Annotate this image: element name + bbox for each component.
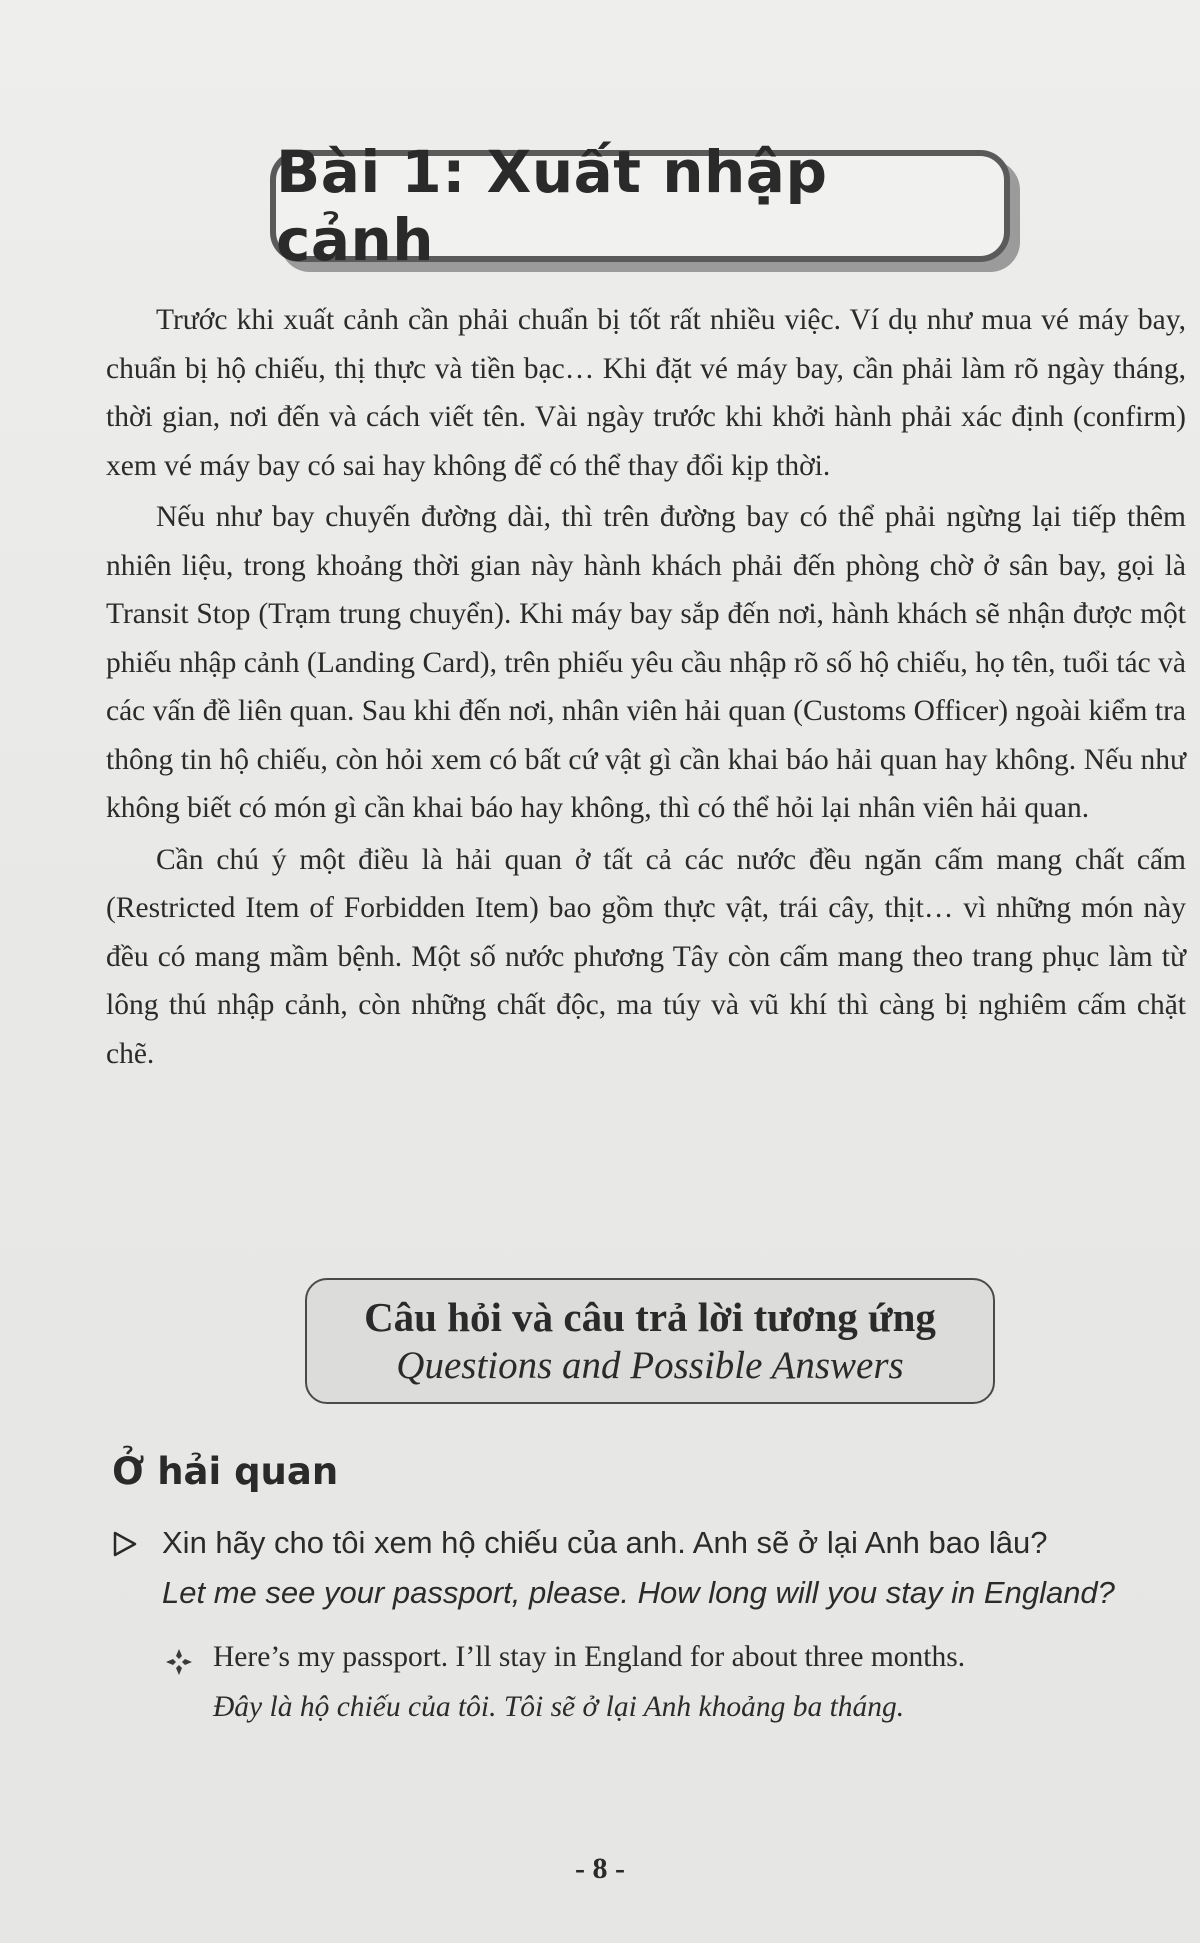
paragraph-1: Trước khi xuất cảnh cần phải chuẩn bị tốt rất nhiều việc. Ví dụ như mua vé máy bay, chuẩn bị hộ chiếu, thị thực và tiền bạc… Khi đặt vé máy bay, cần phải làm rõ ngày tháng, thời gian, nơi đến và cách viết tên. Vài ngày trước khi khởi hành phải xác định (confirm) xem vé máy bay có sai hay không để có thể thay đổi kịp thời.	[106, 304, 1186, 482]
paragraph-2: Nếu như bay chuyến đường dài, thì trên đường bay có thể phải ngừng lại tiếp thêm nhiên liệu, trong khoảng thời gian này hành khách phải đến phòng chờ ở sân bay, gọi là Transit Stop (Trạm trung chuyển). Khi máy bay sắp đến nơi, hành khách sẽ nhận được một phiếu nhập cảnh (Landing Card), trên phiếu yêu cầu nhập rõ số hộ chiếu, họ tên, tuổi tác và các vấn đề liên quan. Sau khi đến nơi, nhân viên hải quan (Customs Officer) ngoài kiểm tra thông tin hộ chiếu, còn hỏi xem có bất cứ vật gì cần khai báo hải quan hay không. Nếu như không biết có món gì cần khai báo hay không, thì có thể hỏi lại nhân viên hải quan.	[106, 501, 1186, 824]
lesson-title-box	[270, 138, 1010, 274]
qa-title: Câu hỏi và câu trả lời tương ứng	[364, 1294, 936, 1340]
answer-item	[165, 1632, 1165, 1732]
question-item	[112, 1518, 1192, 1618]
page-number: - 8 -	[575, 1852, 625, 1885]
question-vietnamese: Xin hãy cho tôi xem hộ chiếu của anh. Anh sẽ ở lại Anh bao lâu?	[162, 1525, 1048, 1560]
body-text	[106, 296, 1186, 1078]
answer-vietnamese: Đây là hộ chiếu của tôi. Tôi sẽ ở lại Anh khoảng ba tháng.	[213, 1691, 905, 1723]
four-point-diamond-bullet-icon	[165, 1642, 195, 1672]
lesson-title: Bài 1: Xuất nhập cảnh	[276, 138, 828, 274]
qa-section-box	[305, 1278, 995, 1404]
section-heading: Ở hải quan	[112, 1450, 339, 1493]
qa-subtitle: Questions and Possible Answers	[396, 1344, 904, 1387]
question-english: Let me see your passport, please. How long will you stay in England?	[162, 1575, 1115, 1610]
paragraph-3: Cần chú ý một điều là hải quan ở tất cả các nước đều ngăn cấm mang chất cấm (Restricted Item of Forbidden Item) bao gồm thực vật, trái cây, thịt… vì những món này đều có mang mầm bệnh. Một số nước phương Tây còn cấm mang theo trang phục làm từ lông thú nhập cảnh, còn những chất độc, ma túy và vũ khí thì càng bị nghiêm cấm chặt chẽ.	[106, 843, 1186, 1070]
triangle-outline-icon	[112, 1518, 152, 1558]
answer-english: Here’s my passport. I’ll stay in England for about three months.	[213, 1641, 966, 1673]
